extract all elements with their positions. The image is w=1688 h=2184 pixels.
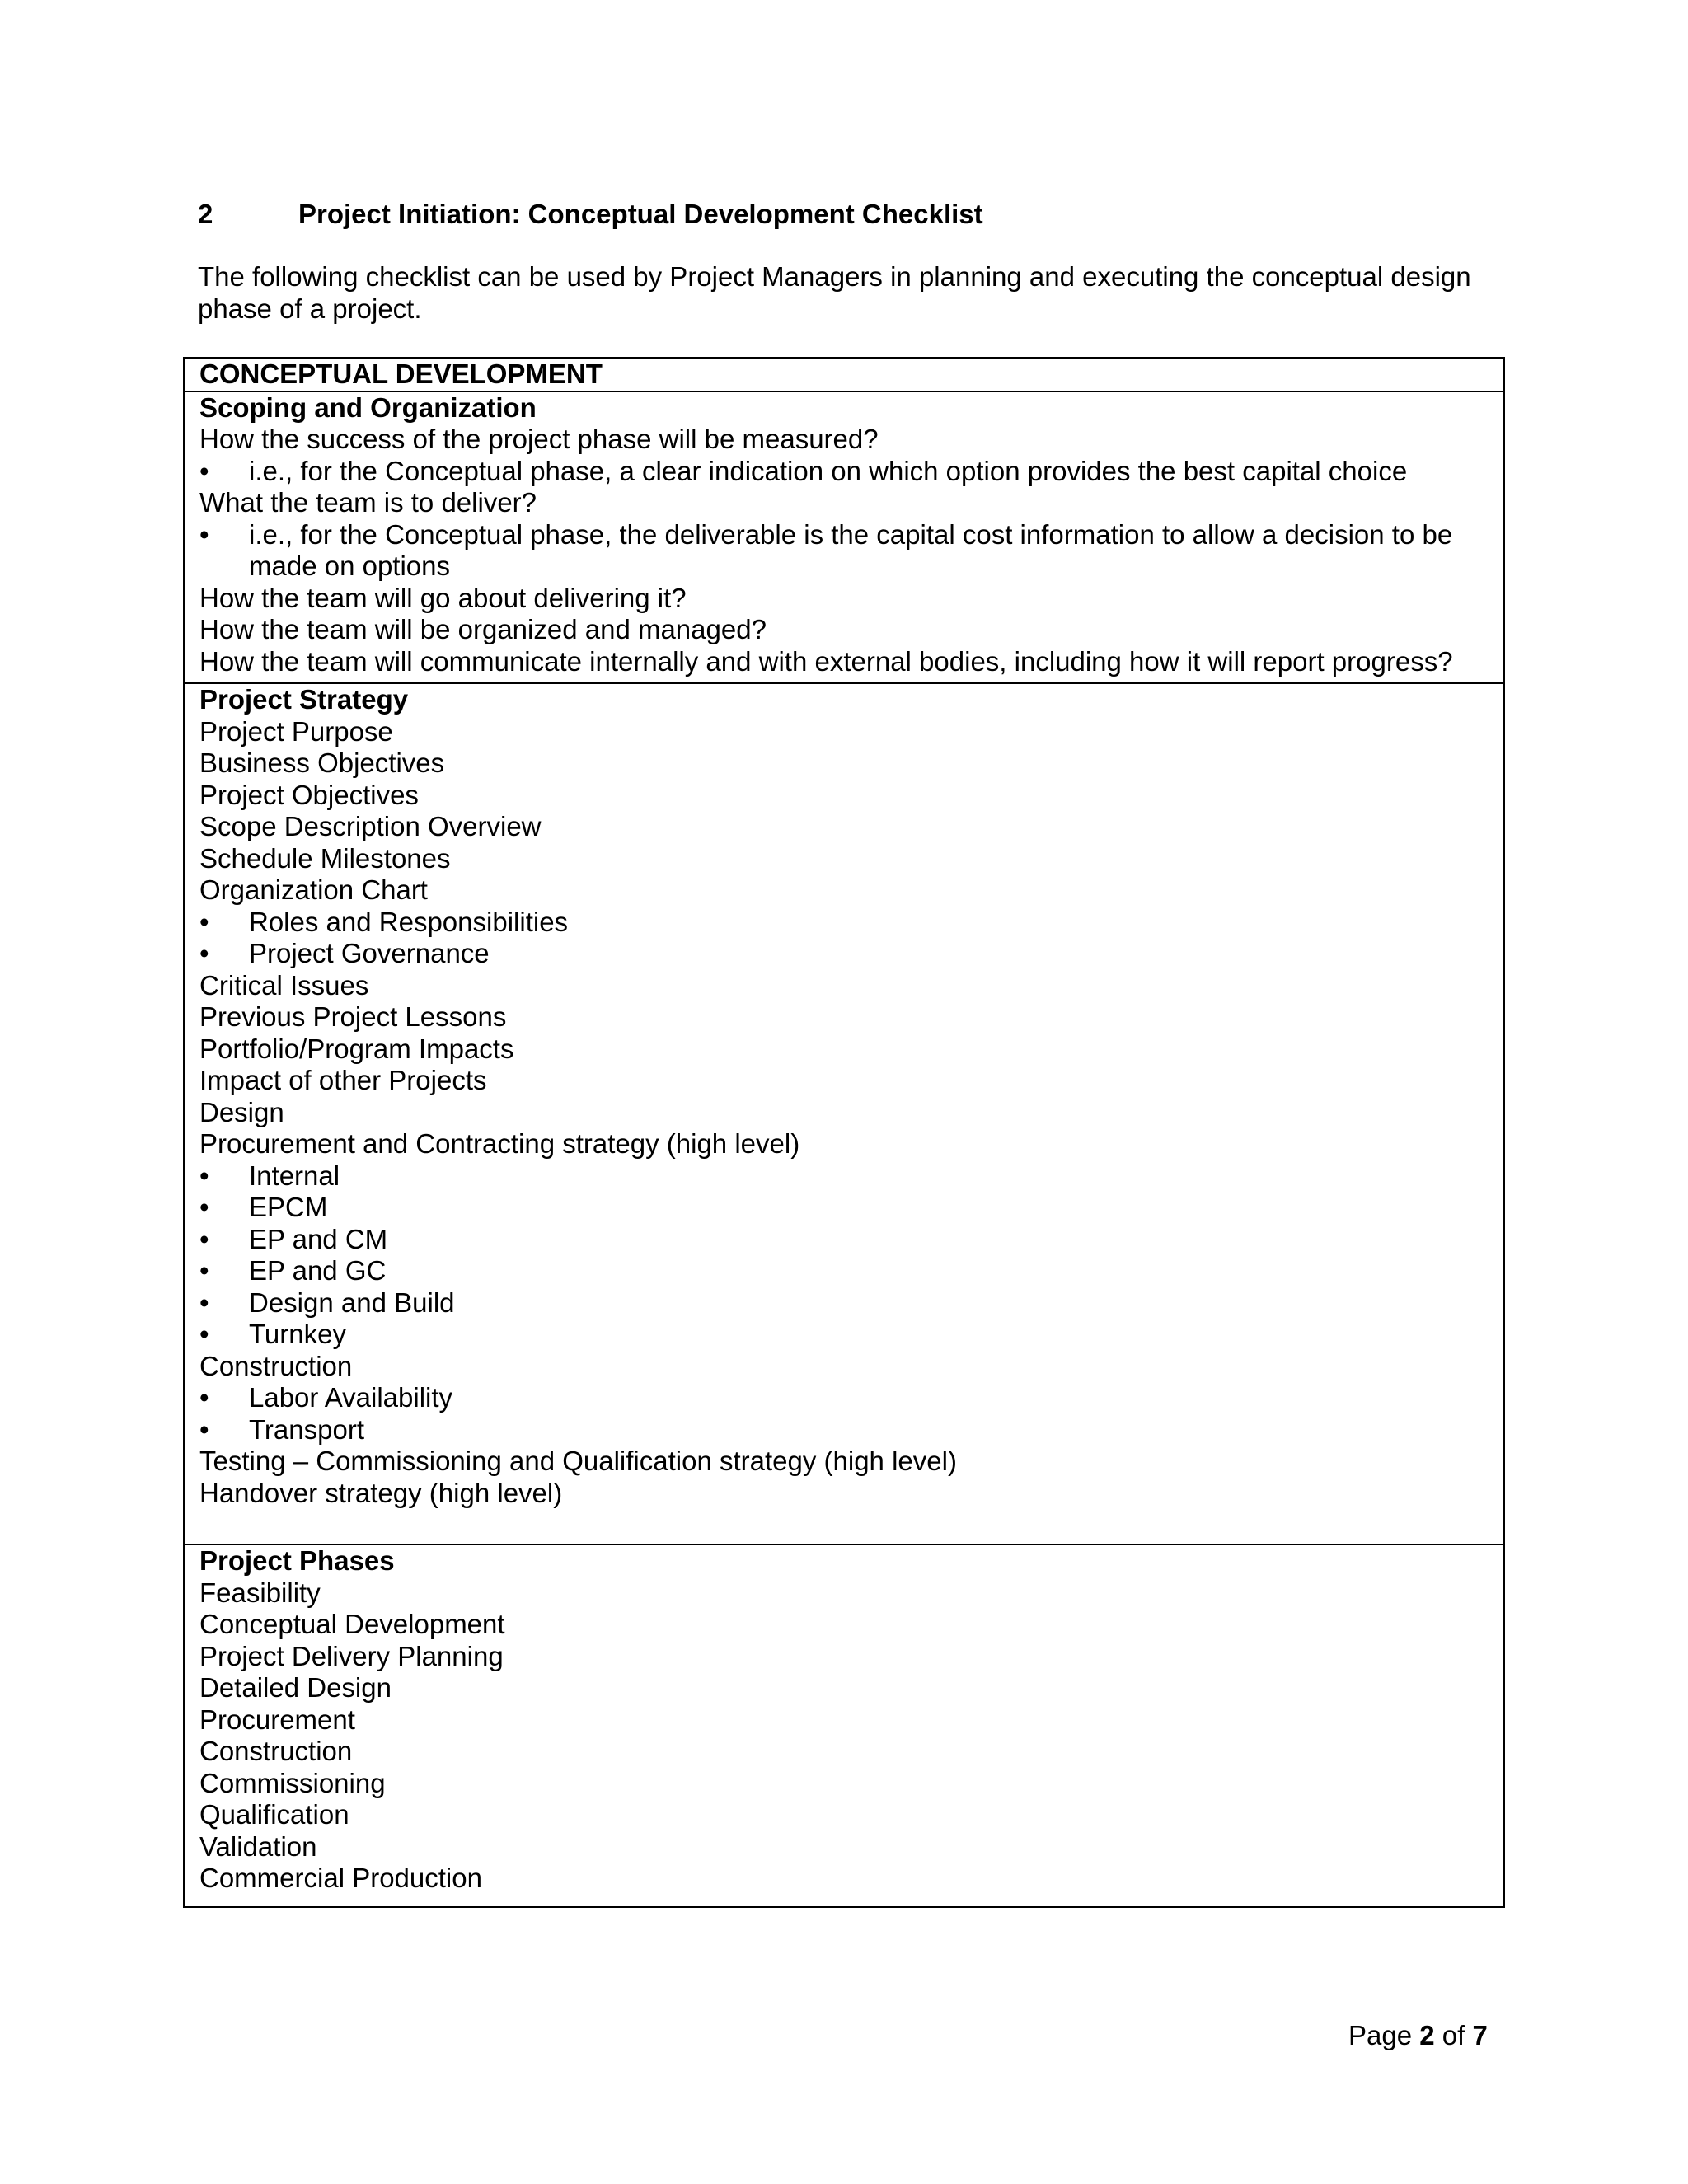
section-title-strategy: Project Strategy (199, 684, 409, 715)
list-item: Procurement and Contracting strategy (high level) (199, 1128, 800, 1159)
bullet-glyph: • (199, 518, 209, 550)
bullet-glyph: • (199, 1319, 209, 1349)
list-item: Detailed Design (199, 1672, 392, 1703)
list-item: How the team will be organized and managed? (199, 614, 767, 644)
section-heading (198, 198, 983, 231)
bullet-text: Project Governance (249, 938, 490, 968)
intro-paragraph: The following checklist can be used by Project Managers in planning and executing the conceptual design phase of a project. (198, 261, 1471, 324)
bullet-glyph: • (199, 1223, 209, 1254)
list-item: How the success of the project phase will be measured? (199, 424, 879, 454)
bullet-text: Design and Build (249, 1286, 455, 1318)
bullet-glyph: • (199, 1255, 209, 1286)
list-item: Commercial Production (199, 1863, 482, 1893)
checklist-header: CONCEPTUAL DEVELOPMENT (199, 359, 603, 389)
section-title-phases: Project Phases (199, 1545, 395, 1576)
checklist-table (183, 357, 1505, 1908)
phases-section (185, 1544, 1503, 1906)
section-title: Project Initiation: Conceptual Development Checklist (298, 199, 983, 229)
strategy-section (185, 682, 1503, 1544)
list-item: Construction (199, 1350, 353, 1381)
list-item: Commissioning (199, 1767, 386, 1798)
list-item: Design (199, 1096, 284, 1127)
list-item: Previous Project Lessons (199, 1001, 507, 1032)
bullet-item (199, 1382, 1492, 1414)
list-item: What the team is to deliver? (199, 487, 537, 518)
section-number: 2 (198, 199, 213, 229)
bullet-item (199, 1319, 1492, 1351)
bullet-item (199, 519, 1492, 583)
checklist-header-row (185, 359, 1503, 391)
bullet-text: Internal (249, 1160, 340, 1191)
bullet-item (199, 907, 1492, 939)
list-item: How the team will communicate internally and with external bodies, including how it will report progress? (199, 645, 1453, 677)
bullet-glyph: • (199, 1286, 209, 1318)
bullet-item (199, 938, 1492, 970)
list-item: Project Purpose (199, 715, 393, 747)
of-word: of (1442, 2020, 1465, 2050)
bullet-text: i.e., for the Conceptual phase, a clear indication on which option provides the best capital choice (249, 455, 1408, 486)
list-item: Project Objectives (199, 779, 419, 810)
list-item: How the team will go about delivering it? (199, 582, 687, 613)
bullet-item (199, 1255, 1492, 1287)
bullet-glyph: • (199, 906, 209, 937)
bullet-text: Transport (249, 1413, 364, 1445)
bullet-item (199, 1160, 1492, 1193)
bullet-glyph: • (199, 1413, 209, 1445)
list-item: Portfolio/Program Impacts (199, 1033, 514, 1064)
bullet-glyph: • (199, 455, 209, 486)
bullet-text: EPCM (249, 1192, 328, 1222)
bullet-item (199, 1224, 1492, 1256)
bullet-text: EP and CM (249, 1223, 388, 1254)
bullet-item (199, 1192, 1492, 1224)
list-item: Qualification (199, 1799, 349, 1830)
bullet-glyph: • (199, 1382, 209, 1413)
bullet-item (199, 1414, 1492, 1446)
total-pages: 7 (1472, 2020, 1488, 2050)
page-number (1348, 2019, 1488, 2052)
list-item: Impact of other Projects (199, 1065, 487, 1095)
list-item: Testing – Commissioning and Qualification strategy (high level) (199, 1446, 957, 1476)
scoping-section (185, 391, 1503, 683)
bullet-text: EP and GC (249, 1255, 387, 1286)
bullet-item (199, 456, 1492, 488)
bullet-glyph: • (199, 1192, 209, 1222)
list-item: Construction (199, 1736, 353, 1766)
list-item: Feasibility (199, 1577, 321, 1608)
current-page: 2 (1419, 2020, 1435, 2050)
list-item: Project Delivery Planning (199, 1640, 504, 1671)
bullet-item (199, 1287, 1492, 1319)
bullet-glyph: • (199, 938, 209, 968)
bullet-text: Labor Availability (249, 1382, 453, 1413)
list-item: Organization Chart (199, 874, 428, 905)
list-item: Scope Description Overview (199, 811, 542, 841)
section-title-scoping: Scoping and Organization (199, 391, 537, 423)
bullet-text: Roles and Responsibilities (249, 906, 569, 937)
list-item: Schedule Milestones (199, 842, 451, 874)
list-item: Procurement (199, 1704, 355, 1735)
list-item: Validation (199, 1830, 317, 1862)
list-item: Handover strategy (high level) (199, 1477, 563, 1508)
bullet-text: Turnkey (249, 1319, 346, 1349)
list-item: Business Objectives (199, 748, 445, 778)
bullet-glyph: • (199, 1160, 209, 1191)
list-item: Conceptual Development (199, 1609, 505, 1639)
bullet-text: i.e., for the Conceptual phase, the deliverable is the capital cost information to allow a decision to be made on options (249, 518, 1453, 581)
list-item: Critical Issues (199, 969, 369, 1001)
page-word: Page (1348, 2020, 1413, 2050)
